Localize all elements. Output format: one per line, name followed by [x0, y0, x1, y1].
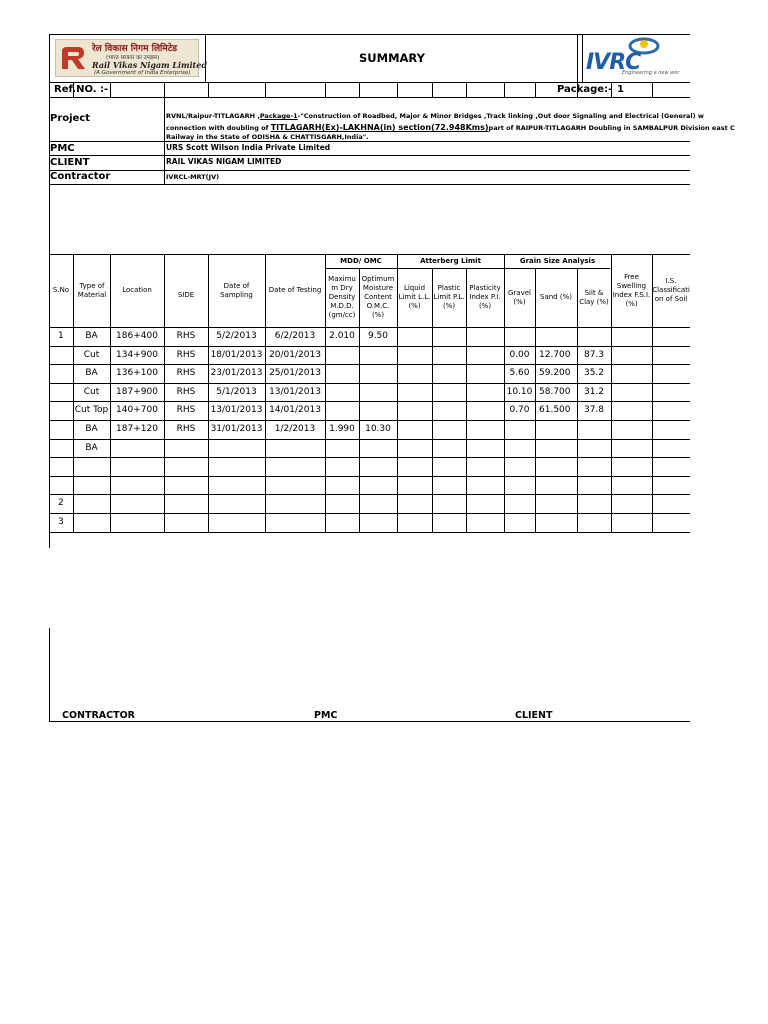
cell-mdd: 2.010 [329, 331, 355, 341]
cell-gravel [504, 513, 535, 531]
project-line-3: Railway in the State of ODISHA & CHATTISGARH,India". [166, 133, 369, 141]
cell-sand [539, 439, 581, 457]
cell-pi [466, 439, 504, 457]
cell-fsi [611, 327, 652, 345]
cell-omc [359, 476, 397, 494]
cell-ll [397, 364, 432, 382]
cell-pi [466, 513, 504, 531]
cell-location [110, 439, 164, 457]
cell-mdd [325, 346, 359, 364]
cell-silt: 35.2 [583, 368, 605, 378]
cell-silt [577, 327, 611, 345]
rvnl-sub: (A Government of India Enterprise) [94, 70, 191, 76]
project-line-2: connection with doubling of TITLAGARH(Ex)-LAKHNA(in) section(72.948Kms)part of RAIPUR-TITLAGARH Doubling in SAMBALPUR Division east C [166, 123, 735, 132]
cell-mdd: 1.990 [329, 424, 355, 434]
cell-date-sampling [208, 513, 265, 531]
cell-omc: 9.50 [367, 331, 389, 341]
cell-pi [466, 327, 504, 345]
cell-pi [466, 457, 504, 475]
cell-side: RHS [176, 350, 196, 360]
cell-type [73, 476, 110, 494]
rvnl-name: Rail Vikas Nigam Limited [92, 60, 207, 70]
col-omc: Optimum Moisture Content O.M.C. (%) [361, 275, 395, 319]
table-row-divider [49, 532, 690, 533]
cell-date-testing: 6/2/2013 [274, 331, 316, 341]
cell-side: RHS [176, 368, 196, 378]
signature-pmc: PMC [314, 710, 338, 721]
cell-sand [539, 494, 581, 512]
cell-date-testing: 1/2/2013 [274, 424, 316, 434]
package-value: 1 [617, 84, 624, 95]
cell-pl [432, 383, 466, 401]
cell-gravel [504, 476, 535, 494]
col-side: SIDE [177, 291, 195, 299]
cell-date-sampling [208, 439, 265, 457]
cell-omc [359, 457, 397, 475]
cell-fsi [611, 346, 652, 364]
cell-sand [539, 476, 581, 494]
cell-type: Cut Top [74, 405, 109, 415]
cell-date-testing: 13/01/2013 [269, 387, 321, 397]
col-mdd: Maximu m Dry Density M.D.D. (gm/cc) [328, 275, 356, 319]
project-label: Project [50, 113, 91, 124]
cell-is [652, 420, 690, 438]
cell-sand [539, 457, 581, 475]
col-pi: Plasticity Index P.I. (%) [469, 284, 501, 310]
cell-pl [432, 513, 466, 531]
cell-pi [466, 364, 504, 382]
cell-omc [359, 383, 397, 401]
cell-type: BA [85, 443, 98, 453]
cell-ll [397, 346, 432, 364]
cell-date-testing [265, 439, 325, 457]
cell-silt: 37.8 [583, 405, 605, 415]
cell-fsi [611, 513, 652, 531]
cell-location [110, 513, 164, 531]
contractor-value: IVRCL-MRT(JV) [166, 173, 220, 181]
cell-type [73, 513, 110, 531]
cell-location: 136+100 [116, 368, 158, 378]
cell-ll [397, 457, 432, 475]
cell-type: BA [85, 424, 98, 434]
cell-omc [359, 494, 397, 512]
cell-sno: 1 [58, 331, 64, 341]
client-value: RAIL VIKAS NIGAM LIMITED [166, 157, 282, 166]
cell-date-testing [265, 476, 325, 494]
cell-fsi [611, 457, 652, 475]
cell-is [652, 327, 690, 345]
cell-sno [58, 401, 73, 419]
cell-sno [58, 346, 73, 364]
cell-ll [397, 494, 432, 512]
cell-pl [432, 420, 466, 438]
cell-date-sampling [208, 494, 265, 512]
col-date-testing: Date of Testing [268, 286, 322, 294]
contractor-label: Contractor [50, 171, 111, 182]
cell-sand: 58.700 [539, 387, 571, 397]
cell-side [164, 494, 208, 512]
cell-date-testing: 14/01/2013 [269, 405, 321, 415]
col-ll: Liquid Limit L.L. (%) [398, 284, 431, 310]
cell-mdd [325, 364, 359, 382]
cell-omc [359, 513, 397, 531]
cell-gravel [504, 439, 535, 457]
cell-location: 134+900 [116, 350, 158, 360]
cell-gravel [504, 494, 535, 512]
col-silt: Silt & Clay (%) [579, 288, 609, 306]
cell-sno: 2 [58, 498, 64, 508]
cell-is [652, 346, 690, 364]
cell-type [73, 457, 110, 475]
cell-side: RHS [176, 424, 196, 434]
client-label: CLIENT [50, 157, 90, 168]
cell-location: 186+400 [116, 331, 158, 341]
cell-side: RHS [176, 331, 196, 341]
cell-location: 140+700 [116, 405, 158, 415]
cell-is [652, 457, 690, 475]
cell-sno [58, 457, 73, 475]
ivrcl-tagline: Engineering a new wor [622, 70, 680, 76]
cell-gravel [504, 420, 535, 438]
col-gravel: Gravel (%) [508, 288, 531, 306]
cell-side: RHS [176, 387, 196, 397]
cell-mdd [325, 494, 359, 512]
col-date-sampling: Date of Sampling [220, 281, 253, 299]
cell-pl [432, 327, 466, 345]
cell-date-sampling: 18/01/2013 [210, 350, 263, 360]
cell-type: Cut [83, 350, 100, 360]
cell-pl [432, 364, 466, 382]
cell-side [164, 513, 208, 531]
cell-ll [397, 401, 432, 419]
cell-sno [58, 364, 73, 382]
cell-type: Cut [83, 387, 100, 397]
cell-sand [539, 420, 581, 438]
cell-omc [359, 364, 397, 382]
cell-fsi [611, 364, 652, 382]
col-sand: Sand (%) [540, 293, 572, 301]
cell-silt [577, 439, 611, 457]
cell-pl [432, 401, 466, 419]
rvnl-logo-emblem [58, 43, 88, 73]
cell-fsi [611, 439, 652, 457]
cell-sno: 3 [58, 517, 64, 527]
cell-is [652, 364, 690, 382]
cell-mdd [325, 383, 359, 401]
cell-date-sampling: 5/2/2013 [216, 331, 257, 341]
cell-silt [577, 457, 611, 475]
cell-ll [397, 476, 432, 494]
col-is: I.S. Classificati on of Soil [652, 277, 690, 303]
cell-side [164, 439, 208, 457]
cell-pi [466, 383, 504, 401]
header-grain: Grain Size Analysis [519, 256, 596, 265]
cell-gravel: 0.70 [509, 405, 530, 415]
cell-location [110, 457, 164, 475]
cell-side: RHS [176, 405, 196, 415]
ivrcl-logo [586, 36, 690, 76]
col-pl: Plastic Limit P.L. (%) [433, 284, 465, 310]
col-type: Type of Material [77, 281, 107, 299]
header-atterberg: Atterberg Limit [420, 256, 481, 265]
cell-is [652, 494, 690, 512]
cell-date-testing [265, 513, 325, 531]
cell-pl [432, 457, 466, 475]
cell-side [164, 476, 208, 494]
project-line-1: RVNL/Raipur-TITLAGARH ,Package-1-"Construction of Roadbed, Major & Minor Bridges ,Track linking ,Out door Signaling and Electrical (General) w [166, 112, 704, 120]
cell-pi [466, 494, 504, 512]
cell-type: BA [85, 331, 98, 341]
cell-silt [577, 476, 611, 494]
cell-date-testing [265, 457, 325, 475]
cell-sand [539, 513, 581, 531]
cell-silt [577, 513, 611, 531]
rvnl-logo [55, 39, 207, 77]
cell-silt: 87.3 [583, 350, 605, 360]
cell-pl [432, 494, 466, 512]
cell-omc: 10.30 [365, 424, 391, 434]
cell-location: 187+120 [116, 424, 158, 434]
cell-location [110, 476, 164, 494]
cell-pl [432, 476, 466, 494]
cell-date-sampling: 31/01/2013 [210, 424, 263, 434]
cell-date-sampling: 13/01/2013 [210, 405, 263, 415]
cell-is [652, 383, 690, 401]
cell-omc [359, 439, 397, 457]
cell-fsi [611, 420, 652, 438]
cell-is [652, 513, 690, 531]
cell-fsi [611, 476, 652, 494]
cell-ll [397, 383, 432, 401]
cell-date-sampling: 5/1/2013 [216, 387, 257, 397]
cell-mdd [325, 439, 359, 457]
cell-type: BA [85, 368, 98, 378]
cell-is [652, 439, 690, 457]
cell-fsi [611, 401, 652, 419]
cell-gravel [504, 457, 535, 475]
cell-silt [577, 420, 611, 438]
col-fsi: Free Swelling Index F.S.I. (%) [612, 272, 651, 308]
pmc-value: URS Scott Wilson India Private Limited [166, 143, 331, 152]
cell-date-testing: 20/01/2013 [269, 350, 321, 360]
cell-mdd [325, 401, 359, 419]
cell-date-testing: 25/01/2013 [269, 368, 321, 378]
cell-sand: 59.200 [539, 368, 571, 378]
cell-date-sampling [208, 457, 265, 475]
cell-pi [466, 476, 504, 494]
cell-date-testing [265, 494, 325, 512]
cell-sno [58, 420, 73, 438]
cell-ll [397, 513, 432, 531]
cell-sand [539, 327, 581, 345]
cell-date-sampling: 23/01/2013 [210, 368, 263, 378]
cell-sno [58, 476, 73, 494]
cell-pi [466, 346, 504, 364]
cell-fsi [611, 383, 652, 401]
cell-sand: 61.500 [539, 405, 571, 415]
cell-type [73, 494, 110, 512]
cell-sand: 12.700 [539, 350, 571, 360]
rvnl-hindi-name: रेल विकास निगम लिमिटेड [92, 44, 178, 54]
cell-ll [397, 420, 432, 438]
cell-gravel [504, 327, 535, 345]
cell-gravel: 5.60 [509, 368, 530, 378]
cell-silt [577, 494, 611, 512]
cell-gravel: 0.00 [509, 350, 530, 360]
cell-pi [466, 401, 504, 419]
cell-sno [58, 383, 73, 401]
signature-contractor: CONTRACTOR [62, 710, 135, 721]
col-location: Location [122, 286, 152, 294]
cell-location: 187+900 [116, 387, 158, 397]
cell-omc [359, 401, 397, 419]
rvnl-hindi-sub: (भारत सरकार का उपक्रम) [106, 55, 160, 61]
cell-ll [397, 439, 432, 457]
cell-omc [359, 346, 397, 364]
cell-mdd [325, 457, 359, 475]
cell-ll [397, 327, 432, 345]
cell-side [164, 457, 208, 475]
col-sno: S.No [52, 286, 70, 294]
ivrcl-text: IVRC [586, 50, 641, 75]
cell-pi [466, 420, 504, 438]
header-mdd-omc: MDD/ OMC [340, 256, 382, 265]
page-title: SUMMARY [359, 51, 425, 65]
ref-no-label: Ref.NO. :- [54, 84, 109, 95]
cell-date-sampling [208, 476, 265, 494]
pmc-label: PMC [50, 143, 75, 154]
cell-pl [432, 439, 466, 457]
cell-fsi [611, 494, 652, 512]
cell-pl [432, 346, 466, 364]
cell-mdd [325, 476, 359, 494]
signature-client: CLIENT [515, 710, 553, 721]
cell-location [110, 494, 164, 512]
cell-silt: 31.2 [583, 387, 605, 397]
cell-gravel: 10.10 [506, 387, 533, 397]
cell-is [652, 401, 690, 419]
package-label: Package:- [557, 84, 613, 95]
cell-is [652, 476, 690, 494]
cell-mdd [325, 513, 359, 531]
cell-sno [58, 439, 73, 457]
